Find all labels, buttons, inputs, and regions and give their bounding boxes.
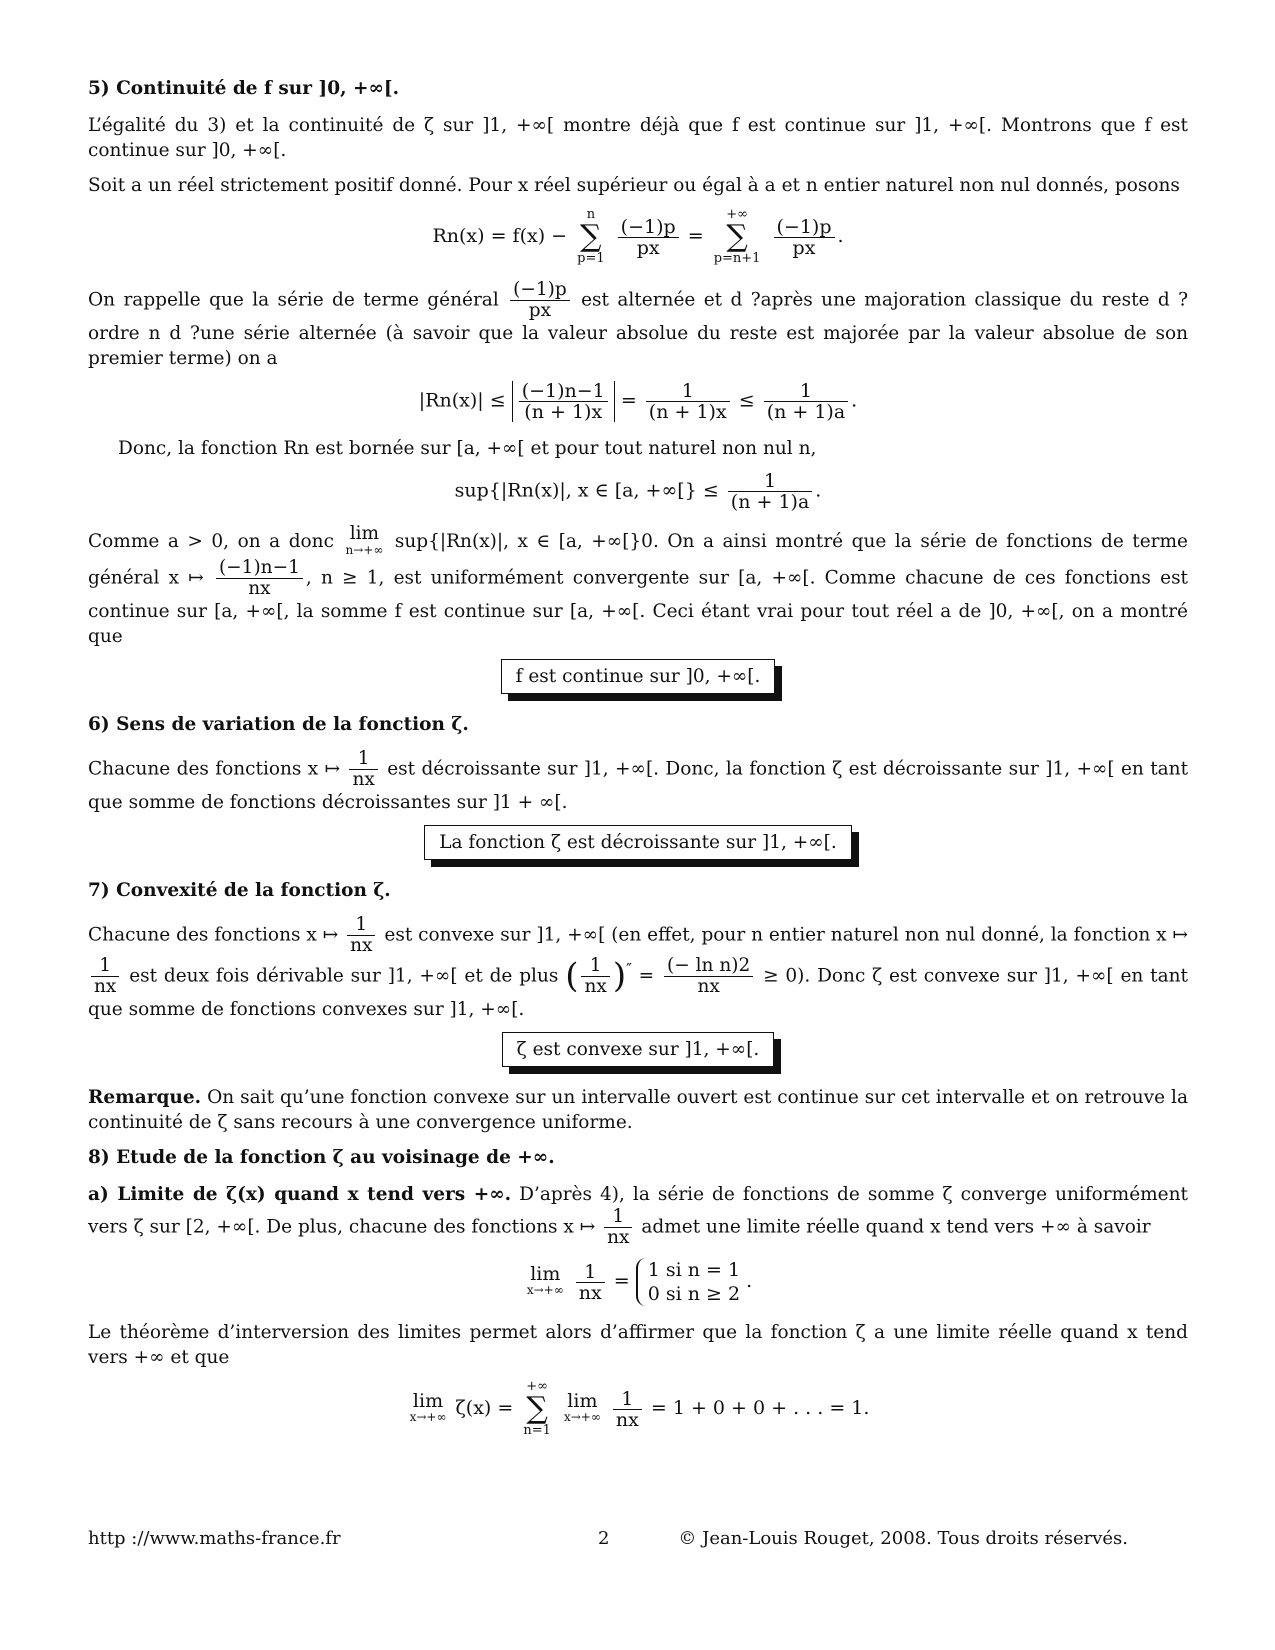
eq2-abs-fraction bbox=[519, 381, 608, 422]
eq2-equals: = bbox=[620, 389, 637, 412]
s7-text-b: est convexe sur ]1, +∞[ (en effet, pour n entier naturel non nul donné, la fonction x ↦ bbox=[384, 924, 1188, 946]
numerator: (−1)n−1 bbox=[519, 381, 608, 402]
zeta-rhs: = 1 + 0 + 0 + . . . = 1. bbox=[650, 1397, 870, 1419]
eq3-fraction bbox=[728, 471, 812, 512]
numerator: (−1)p bbox=[618, 217, 679, 238]
eq1-end: . bbox=[837, 225, 844, 247]
equation-zeta-limit bbox=[88, 1380, 1188, 1438]
s5-p5-fraction bbox=[216, 558, 303, 599]
s7-equals: = bbox=[638, 965, 655, 987]
eq2-le: ≤ bbox=[738, 389, 755, 412]
s5-p3-fraction bbox=[510, 280, 570, 321]
section-7-title: 7) Convexité de la fonction ζ. bbox=[88, 880, 391, 901]
s5-paragraph-5 bbox=[88, 523, 1189, 649]
numerator: (−1)p bbox=[774, 217, 835, 238]
remark-label: Remarque. bbox=[88, 1087, 202, 1108]
s5-result-box-wrap bbox=[88, 659, 1188, 694]
lim-word: lim bbox=[349, 523, 380, 544]
s5-result-box: f est continue sur ]0, +∞[. bbox=[501, 659, 776, 694]
s5-p5-text-a: Comme a > 0, on a donc bbox=[88, 531, 334, 552]
equation-sup bbox=[88, 471, 1188, 512]
numerator: 1 bbox=[576, 1262, 605, 1283]
limit-operator bbox=[526, 1263, 564, 1298]
numerator: 1 bbox=[604, 1207, 632, 1228]
eq2-fraction-3 bbox=[764, 381, 848, 422]
s5-p3-text-b: est alternée et d ?après une majoration classique du reste d ?ordre n d ?une série alternée (à savoir que la valeur absolue du reste est majorée par la valeur absolue de son premier terme) on a bbox=[88, 289, 1189, 369]
s6-result-box: La fonction ζ est décroissante sur ]1, +∞[. bbox=[424, 825, 852, 860]
eq2-fraction-2 bbox=[646, 381, 730, 422]
zeta-lhs: ζ(x) = bbox=[455, 1397, 514, 1419]
lim-sub: n→+∞ bbox=[345, 543, 384, 557]
sum-bot: n=1 bbox=[523, 1423, 551, 1438]
limit-fraction bbox=[576, 1262, 605, 1303]
footer-url: http ://www.maths-france.fr bbox=[88, 1528, 341, 1549]
s5-paragraph-1: L’égalité du 3) et la continuité de ζ sur ]1, +∞[ montre déjà que f est continue sur ]1, +∞[. Montrons que f est continue sur ]0, +∞[. bbox=[88, 115, 1188, 161]
s8-paragraph-2: Le théorème d’interversion des limites permet alors d’affirmer que la fonction ζ a une limite réelle quand x tend vers +∞ et que bbox=[88, 1322, 1188, 1368]
eq1-equals: = bbox=[687, 225, 704, 247]
numerator: (−1)p bbox=[510, 280, 570, 301]
s7-result-box-wrap bbox=[88, 1032, 1188, 1067]
numerator: 1 bbox=[349, 749, 377, 770]
eq1-fraction-1 bbox=[618, 217, 679, 258]
numerator: 1 bbox=[613, 1389, 642, 1410]
lim-sub: x→+∞ bbox=[409, 1410, 447, 1424]
s7-text-a: Chacune des fonctions x ↦ bbox=[88, 924, 339, 946]
s6-fraction bbox=[349, 749, 377, 790]
denominator: px bbox=[528, 300, 552, 321]
s7-paragraph bbox=[88, 915, 1188, 1022]
denominator: (n + 1)x bbox=[524, 401, 603, 423]
s5-p5-text-b: sup{|Rn(x)|, x ∈ [a, +∞[}0. On a ainsi montré que la série de fonctions de terme général x ↦ bbox=[88, 531, 1189, 589]
denominator: (n + 1)a bbox=[730, 491, 810, 513]
s7-fraction-4 bbox=[664, 956, 753, 997]
case-2: 0 si n ≥ 2 bbox=[647, 1283, 741, 1305]
s6-text-a: Chacune des fonctions x ↦ bbox=[88, 758, 341, 780]
denominator: nx bbox=[584, 976, 607, 997]
eq1-sum1-top: n bbox=[586, 207, 596, 222]
denominator: (n + 1)x bbox=[648, 401, 727, 423]
eq2-end: . bbox=[851, 389, 858, 412]
denominator: nx bbox=[578, 1281, 602, 1304]
s8-a-label: a) Limite de ζ(x) quand x tend vers +∞. bbox=[88, 1184, 512, 1205]
eq1-sum2-top: +∞ bbox=[726, 207, 748, 222]
numerator: 1 bbox=[347, 915, 375, 936]
zeta-fraction bbox=[613, 1389, 642, 1430]
denominator: nx bbox=[615, 1408, 639, 1431]
paren-open: ( bbox=[565, 956, 579, 996]
s5-paragraph-3 bbox=[88, 280, 1188, 371]
zeta-sum bbox=[523, 1380, 551, 1438]
s7-result-box: ζ est convexe sur ]1, +∞[. bbox=[502, 1032, 775, 1067]
remark-paragraph bbox=[88, 1085, 1188, 1135]
section-8-title: 8) Etude de la fonction ζ au voisinage de +∞. bbox=[88, 1147, 555, 1168]
s8-a-text-1: D’après 4), la série de fonctions de somme ζ converge uniformément vers ζ sur [2, +∞[. De plus, chacune des fonctions x ↦ bbox=[88, 1184, 1188, 1238]
numerator: 1 bbox=[91, 956, 119, 977]
remark-text: On sait qu’une fonction convexe sur un intervalle ouvert est continue sur cet intervalle et on retrouve la continuité de ζ sans recours à une convergence uniforme. bbox=[88, 1087, 1188, 1133]
lim-word: lim bbox=[567, 1390, 598, 1412]
s6-paragraph bbox=[88, 749, 1188, 815]
lim-sub: x→+∞ bbox=[563, 1410, 601, 1424]
numerator: 1 bbox=[581, 956, 609, 977]
footer-copyright: © Jean-Louis Rouget, 2008. Tous droits réservés. bbox=[678, 1528, 1128, 1549]
s5-paragraph-4: Donc, la fonction Rn est bornée sur [a, +∞[ et pour tout naturel non nul n, bbox=[118, 438, 817, 459]
s5-p3-text-a: On rappelle que la série de terme général bbox=[88, 289, 499, 311]
s8-fraction bbox=[604, 1207, 632, 1248]
case-1: 1 si n = 1 bbox=[647, 1259, 741, 1281]
s8-paragraph-a bbox=[88, 1182, 1188, 1248]
page-content bbox=[88, 70, 1188, 1452]
s5-paragraph-2: Soit a un réel strictement positif donné. Pour x réel supérieur ou égal à a et n entier naturel non nul donnés, posons bbox=[88, 175, 1180, 196]
section-6-title: 6) Sens de variation de la fonction ζ. bbox=[88, 714, 469, 735]
s6-result-box-wrap bbox=[88, 825, 1188, 860]
denominator: px bbox=[636, 236, 660, 259]
denominator: px bbox=[792, 236, 816, 259]
eq1-sum2-bot: p=n+1 bbox=[713, 251, 761, 266]
equation-bound bbox=[88, 381, 1188, 422]
sigma-symbol: ∑ bbox=[726, 219, 748, 254]
numerator: 1 bbox=[728, 471, 812, 492]
eq1-fraction-2 bbox=[774, 217, 835, 258]
s7-text-c: est deux fois dérivable sur ]1, +∞[ et de plus bbox=[129, 965, 559, 987]
numerator: (− ln n)2 bbox=[664, 956, 753, 977]
lim-sub: x→+∞ bbox=[526, 1283, 564, 1297]
denominator: nx bbox=[248, 578, 271, 599]
limit-equals: = bbox=[613, 1270, 630, 1292]
eq1-sum-2 bbox=[714, 208, 761, 266]
limit-operator-1 bbox=[409, 1390, 447, 1425]
eq3-lhs: sup{|Rn(x)|, x ∈ [a, +∞[} ≤ bbox=[454, 479, 719, 502]
eq2-abs bbox=[512, 381, 615, 422]
s7-fraction-1 bbox=[347, 915, 375, 956]
numerator: 1 bbox=[764, 381, 848, 402]
equation-rn bbox=[88, 208, 1188, 266]
paren-close: ) bbox=[612, 956, 627, 996]
numerator: 1 bbox=[646, 381, 730, 402]
denominator: nx bbox=[697, 976, 720, 997]
denominator: nx bbox=[607, 1227, 630, 1248]
s7-text-e: ≥ 0). Donc ζ est convexe sur ]1, +∞[ en tant que somme de fonctions convexes sur ]1, +∞[. bbox=[88, 965, 1188, 1020]
s5-p5-limit bbox=[345, 523, 384, 558]
denominator: nx bbox=[352, 769, 375, 790]
footer-page-number: 2 bbox=[598, 1528, 610, 1549]
denominator: (n + 1)a bbox=[766, 401, 846, 423]
s8-a-text-2: admet une limite réelle quand x tend vers +∞ à savoir bbox=[641, 1216, 1151, 1238]
s7-fraction-3 bbox=[581, 956, 609, 997]
sigma-symbol: ∑ bbox=[526, 1391, 548, 1426]
sigma-symbol: ∑ bbox=[580, 219, 602, 254]
denominator: nx bbox=[350, 935, 373, 956]
cases-brace bbox=[636, 1258, 740, 1306]
lim-word: lim bbox=[530, 1263, 561, 1285]
s5-p5-text-c: , n ≥ 1, est uniformément convergente sur [a, +∞[. Comme chacune de ces fonctions est continue sur [a, +∞[, la somme f est continue sur [a, +∞[. Ceci étant vrai pour tout réel a de ]0, +∞[, on a montré que bbox=[88, 567, 1188, 647]
s7-fraction-2 bbox=[91, 956, 119, 997]
denominator: nx bbox=[94, 976, 117, 997]
limit-operator-2 bbox=[563, 1390, 601, 1425]
eq3-end: . bbox=[815, 479, 822, 502]
equation-limit-cases bbox=[88, 1258, 1188, 1306]
numerator: (−1)n−1 bbox=[216, 558, 303, 579]
lim-word: lim bbox=[412, 1390, 444, 1412]
s6-text-b: est décroissante sur ]1, +∞[. Donc, la fonction ζ est décroissante sur ]1, +∞[ en tant que somme de fonctions décroissantes sur ]1 + ∞[. bbox=[88, 758, 1189, 813]
eq1-sum1-bot: p=1 bbox=[577, 251, 605, 266]
section-5-title: 5) Continuité de f sur ]0, +∞[. bbox=[88, 78, 400, 99]
eq2-lhs: |Rn(x)| ≤ bbox=[418, 389, 506, 412]
eq1-lhs: Rn(x) = f(x) − bbox=[432, 225, 568, 247]
double-prime: ″ bbox=[626, 960, 632, 979]
sum-top: +∞ bbox=[526, 1379, 548, 1394]
eq1-sum-1 bbox=[577, 208, 605, 266]
cases-end: . bbox=[746, 1270, 753, 1292]
